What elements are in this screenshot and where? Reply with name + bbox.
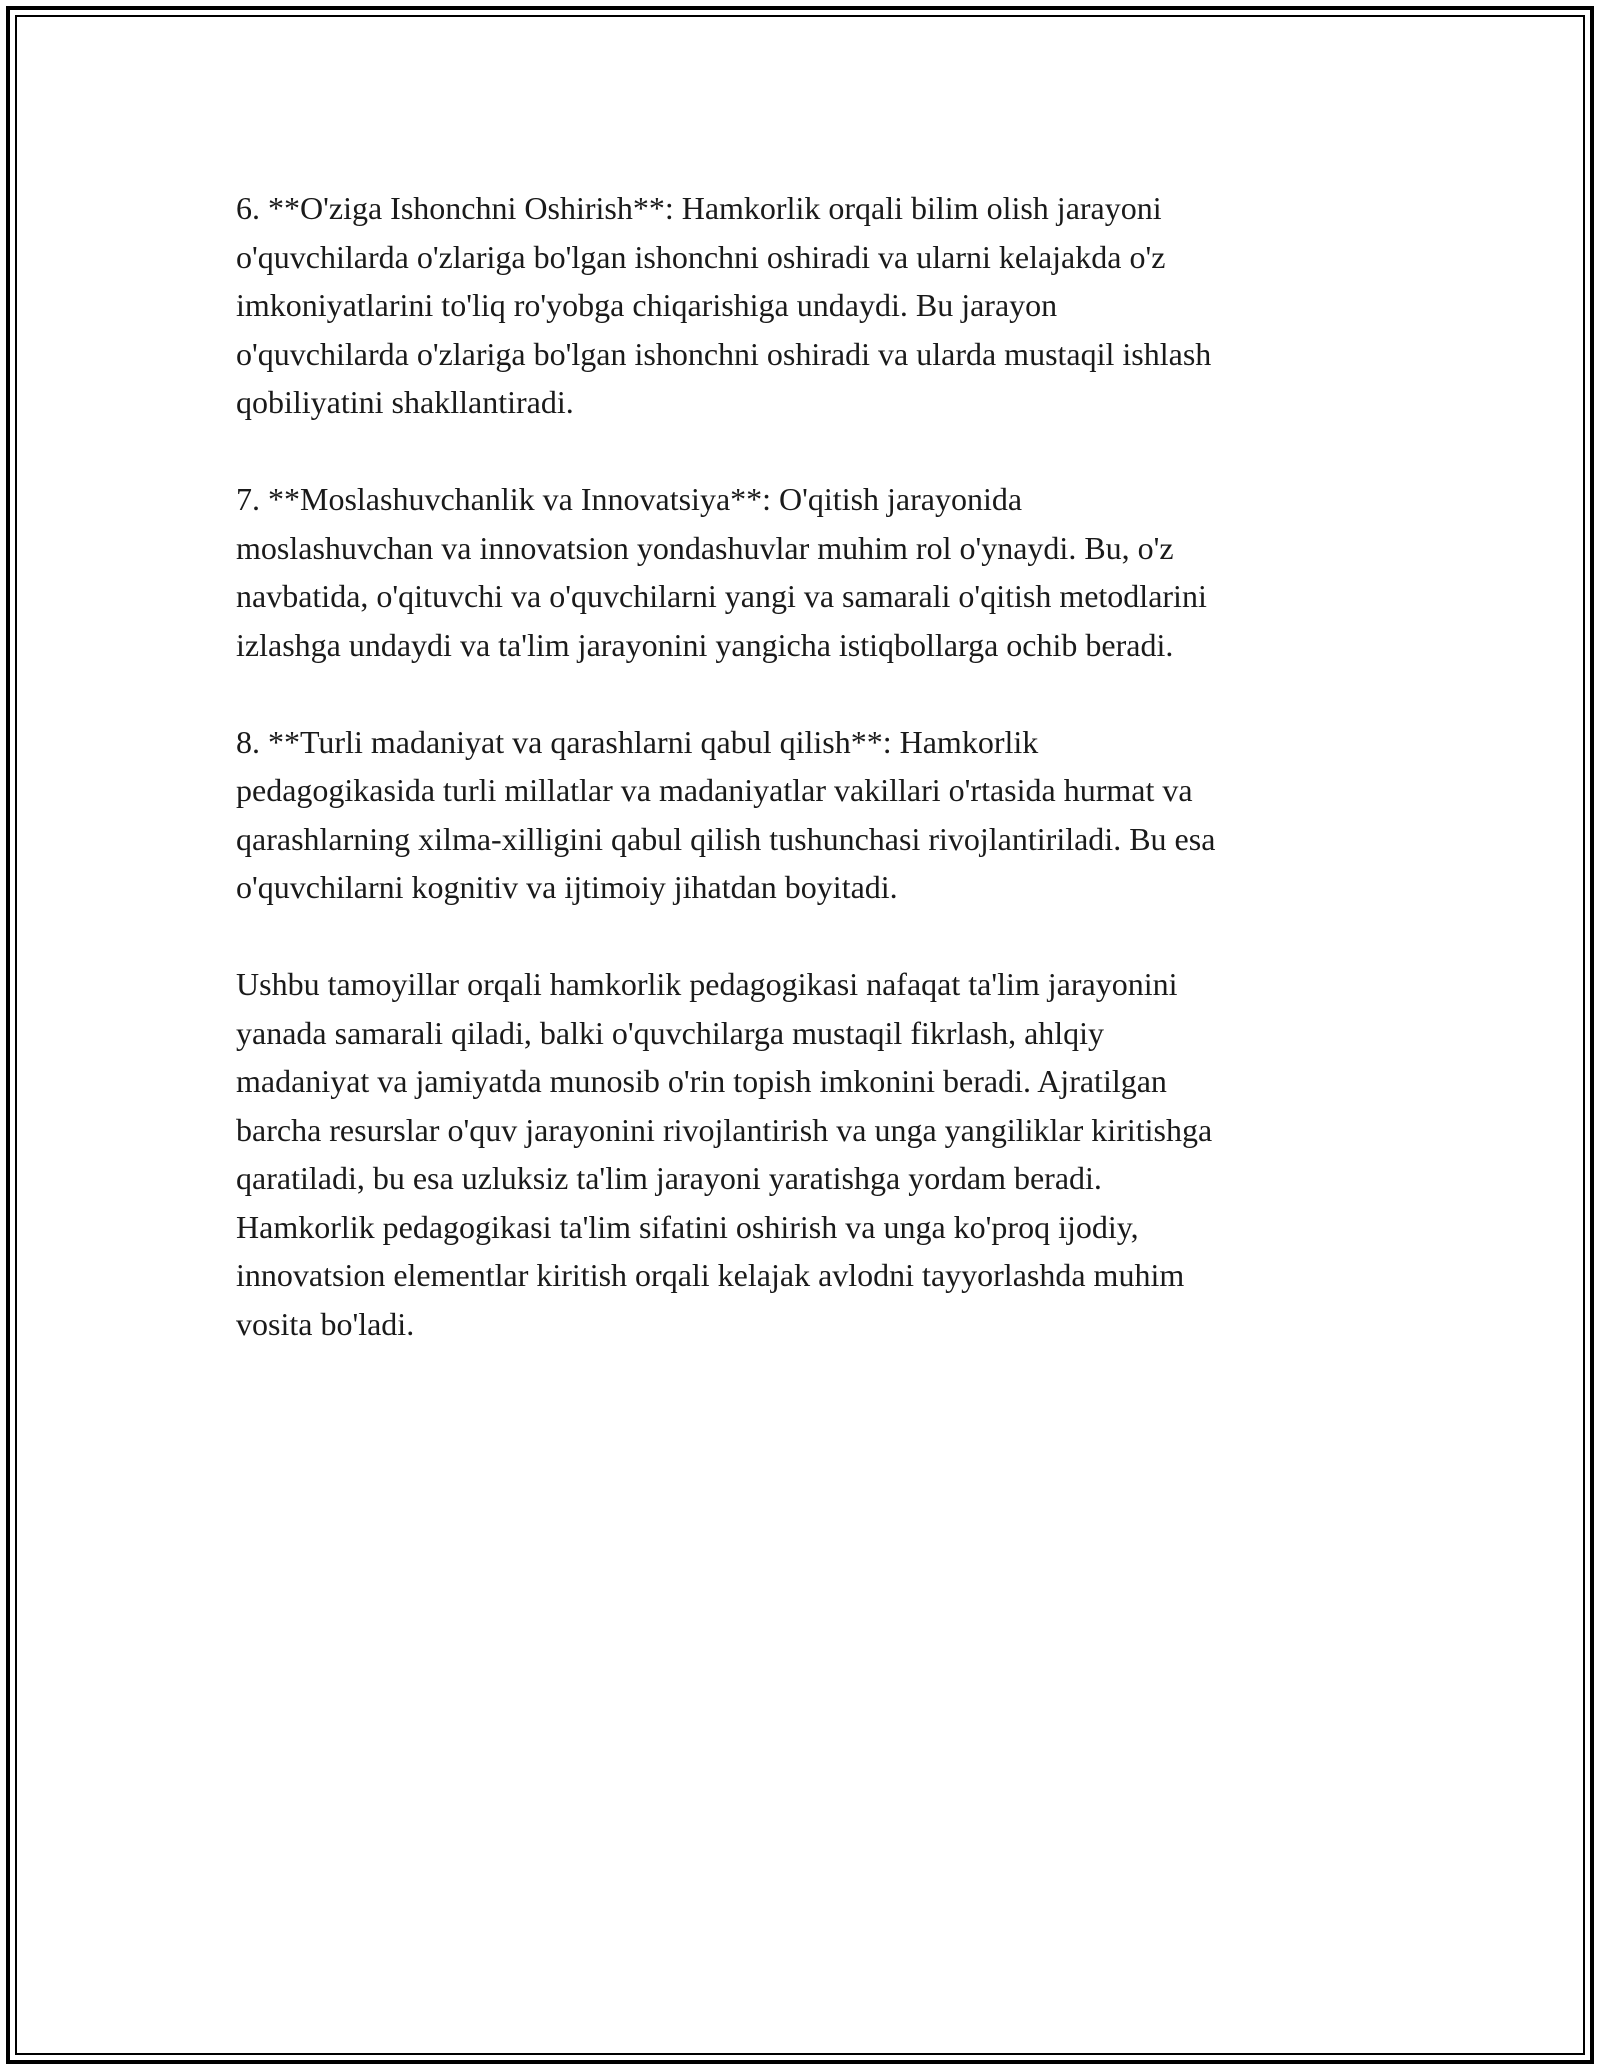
text-line: o'quvchilarda o'zlariga bo'lgan ishonchni oshiradi va ularda mustaqil ishlash (236, 335, 1212, 372)
paragraph-item-7 (236, 475, 1376, 669)
text-line: 7. **Moslashuvchanlik va Innovatsiya**: O'qitish jarayonida (236, 481, 1023, 517)
text-line: 6. **O'ziga Ishonchni Oshirish**: Hamkorlik orqali bilim olish jarayoni (236, 190, 1162, 226)
document-body (236, 184, 1376, 1397)
text-line: Ushbu tamoyillar orqali hamkorlik pedagogikasi nafaqat ta'lim jarayonini (236, 966, 1178, 1002)
text-line: madaniyat va jamiyatda munosib o'rin topish imkonini beradi. Ajratilgan (236, 1063, 1167, 1099)
text-line: moslashuvchan va innovatsion yondashuvlar muhim rol o'ynaydi. Bu, o'z (236, 529, 1174, 566)
text-line: vosita bo'ladi. (236, 1305, 415, 1342)
text-line: navbatida, o'qituvchi va o'quvchilarni yangi va samarali o'qitish metodlarini (236, 578, 1207, 614)
text-line: 8. **Turli madaniyat va qarashlarni qabul qilish**: Hamkorlik (236, 723, 1039, 760)
text-line: qaratiladi, bu esa uzluksiz ta'lim jarayoni yaratishga yordam beradi. (236, 1160, 1102, 1196)
text-line: innovatsion elementlar kiritish orqali kelajak avlodni tayyorlashda muhim (236, 1257, 1185, 1293)
text-line: pedagogikasida turli millatlar va madaniyatlar vakillari o'rtasida hurmat va (236, 772, 1193, 808)
paragraph-conclusion (236, 960, 1376, 1348)
text-line: o'quvchilarda o'zlariga bo'lgan ishonchni oshiradi va ularni kelajakda o'z (236, 238, 1166, 275)
text-line: barcha resurslar o'quv jarayonini rivojlantirish va unga yangiliklar kiritishga (236, 1111, 1213, 1148)
text-line: izlashga undaydi va ta'lim jarayonini yangicha istiqbollarga ochib beradi. (236, 626, 1174, 663)
text-line: Hamkorlik pedagogikasi ta'lim sifatini oshirish va unga ko'proq ijodiy, (236, 1208, 1139, 1245)
paragraph-item-6 (236, 184, 1376, 427)
text-line: imkoniyatlarini to'liq ro'yobga chiqarishiga undaydi. Bu jarayon (236, 287, 1058, 323)
text-line: qobiliyatini shakllantiradi. (236, 384, 574, 420)
paragraph-item-8 (236, 718, 1376, 912)
text-line: yanada samarali qiladi, balki o'quvchilarga mustaqil fikrlash, ahlqiy (236, 1014, 1105, 1051)
text-line: o'quvchilarni kognitiv va ijtimoiy jihatdan boyitadi. (236, 869, 898, 905)
text-line: qarashlarning xilma-xilligini qabul qilish tushunchasi rivojlantiriladi. Bu esa (236, 820, 1216, 857)
